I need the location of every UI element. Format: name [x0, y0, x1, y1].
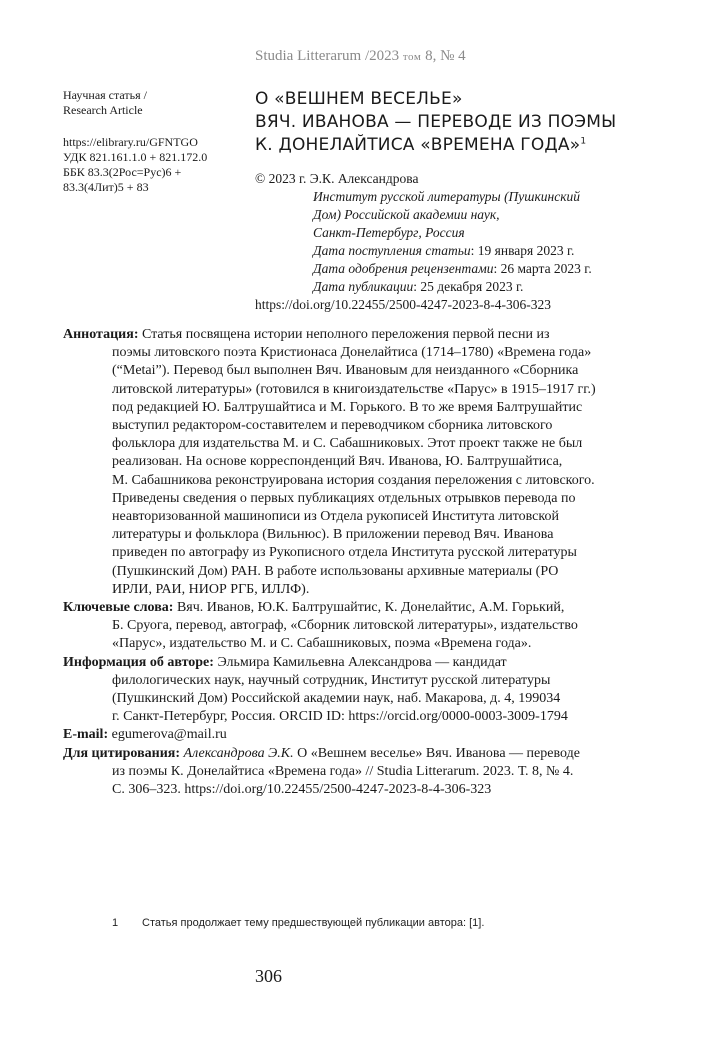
affiliation-line-2: Дом) Российской академии наук, — [313, 207, 500, 222]
approved-date: Дата одобрения рецензентами: 26 марта 2023 г. — [313, 261, 592, 276]
email-link[interactable]: egumerova@mail.ru — [108, 727, 227, 743]
elibrary-link[interactable]: https://elibrary.ru/GFNTGO — [63, 135, 198, 149]
affiliation-line-3: Санкт-Петербург, Россия — [313, 225, 465, 240]
abstract-line: Аннотация: Статья посвящена истории неполного переложения первой песни из — [63, 327, 550, 342]
citation-line: из поэмы К. Донелайтиса «Времена года» // Studia Litterarum. 2023. Т. 8, № 4. — [112, 763, 574, 779]
copyright-line: © 2023 г. Э.К. Александрова — [255, 171, 419, 186]
abstract-line: ИРЛИ, РАИ, НИОР РГБ, ИЛЛФ). — [112, 581, 310, 597]
journal-name: Studia Litterarum /2023 — [255, 48, 400, 64]
email-line — [63, 726, 643, 744]
title-line-2: ВЯЧ. ИВАНОВА — ПЕРЕВОДЕ ИЗ ПОЭМЫ — [255, 112, 617, 132]
running-head — [255, 48, 466, 65]
citation-line: С. 306–323. https://doi.org/10.22455/2500-4247-2023-8-4-306-323 — [112, 782, 492, 798]
page-number: 306 — [255, 966, 282, 986]
keywords-line: Ключевые слова: Вяч. Иванов, Ю.К. Балтрушайтис, К. Донелайтис, А.М. Горький, — [63, 600, 565, 616]
author-info-line: Информация об авторе: Эльмира Камильевна Александрова — кандидат — [63, 654, 507, 670]
article-title — [255, 88, 675, 157]
abstract-line: фольклора для издательства М. и С. Сабашниковых. Этот проект также не был — [112, 436, 583, 452]
abstract-line: (“Metai”). Перевод был выполнен Вяч. Ивановым для неизданного «Сборника — [112, 363, 579, 379]
abstract-line: (Пушкинский Дом) РАН. В работе использованы архивные материалы (РО — [112, 563, 559, 579]
title-line-1: О «ВЕШНЕМ ВЕСЕЛЬЕ» — [255, 89, 463, 109]
affiliation-line-1: Институт русской литературы (Пушкинский — [313, 189, 581, 204]
author-info-line: филологических наук, научный сотрудник, Институт русской литературы — [112, 672, 551, 688]
footnote-text: Статья продолжает тему предшествующей публикации автора: [1]. — [142, 917, 485, 929]
abstract-line: под редакцией Ю. Балтрушайтиса и М. Горького. В то же время Балтрушайтис — [112, 399, 583, 415]
citation-line: Для цитирования: Александрова Э.К. О «Вешнем веселье» Вяч. Иванова — переводе — [63, 745, 580, 761]
abstract-line: литературы и фольклора (Вильнюс). В приложении перевод Вяч. Иванова — [112, 527, 554, 543]
email-label: E-mail: — [63, 727, 109, 743]
author-info-line: г. Санкт-Петербург, Россия. ORCID ID: https://orcid.org/0000-0003-3009-1794 — [112, 709, 568, 725]
article-type-ru: Научная статья / — [63, 88, 147, 102]
doi-link[interactable]: https://doi.org/10.22455/2500-4247-2023-8-4-306-323 — [255, 297, 551, 312]
udk-code: УДК 821.161.1.0 + 821.172.0 — [63, 150, 208, 164]
keywords-label: Ключевые слова: — [63, 600, 174, 616]
keywords-line: «Парус», издательство М. и С. Сабашниковых, поэма «Времена года». — [112, 636, 532, 652]
article-meta — [63, 88, 243, 195]
issue-number: 8, № 4 — [425, 48, 466, 64]
abstract-line: неавторизованной машинописи из Отдела рукописей Института литовской — [112, 509, 559, 525]
abstract-line: выступил редактором-составителем и переводчиком сборника литовского — [112, 418, 553, 434]
citation-label: Для цитирования: — [63, 745, 181, 761]
article-type-en: Research Article — [63, 103, 143, 117]
footnote-number: 1 — [112, 917, 119, 929]
abstract-line: М. Сабашникова реконструирована история создания переложения с литовского. — [112, 472, 595, 488]
abstract-line: реализован. На основе корреспонденций Вяч. Иванова, Ю. Балтрушайтиса, — [112, 454, 563, 470]
bbk-code-2: 83.3(4Лит)5 + 83 — [63, 180, 149, 194]
abstract-line: литовской литературы» (готовился в книгоиздательстве «Парус» в 1915–1917 гг.) — [112, 381, 596, 397]
author-info-label: Информация об авторе: — [63, 654, 214, 670]
abstract-label: Аннотация: — [63, 327, 139, 342]
title-line-3: К. ДОНЕЛАЙТИСА «ВРЕМЕНА ГОДА»$^1$ — [255, 135, 587, 155]
footnote — [112, 917, 484, 929]
received-date: Дата поступления статьи: 19 января 2023 г. — [313, 243, 575, 258]
published-date: Дата публикации: 25 декабря 2023 г. — [313, 279, 524, 294]
bbk-code-1: ББК 83.3(2Рос=Рус)6 + — [63, 165, 182, 179]
volume-label: том — [402, 51, 422, 63]
author-info-line: (Пушкинский Дом) Российской академии наук, наб. Макарова, д. 4, 199034 — [112, 691, 561, 707]
title-footnote-mark[interactable]: 1 — [580, 136, 587, 147]
abstract-line: поэмы литовского поэта Кристионаса Донелайтиса (1714–1780) «Времена года» — [112, 345, 592, 361]
abstract-block — [63, 326, 643, 799]
abstract-line: приведен по автографу из Рукописного отдела Института русской литературы — [112, 545, 577, 561]
keywords-line: Б. Сруога, перевод, автограф, «Сборник литовской литературы», издательство — [112, 618, 578, 634]
author-block — [255, 170, 675, 314]
abstract-line: Приведены сведения о первых публикациях отдельных отрывков перевода по — [112, 490, 576, 506]
